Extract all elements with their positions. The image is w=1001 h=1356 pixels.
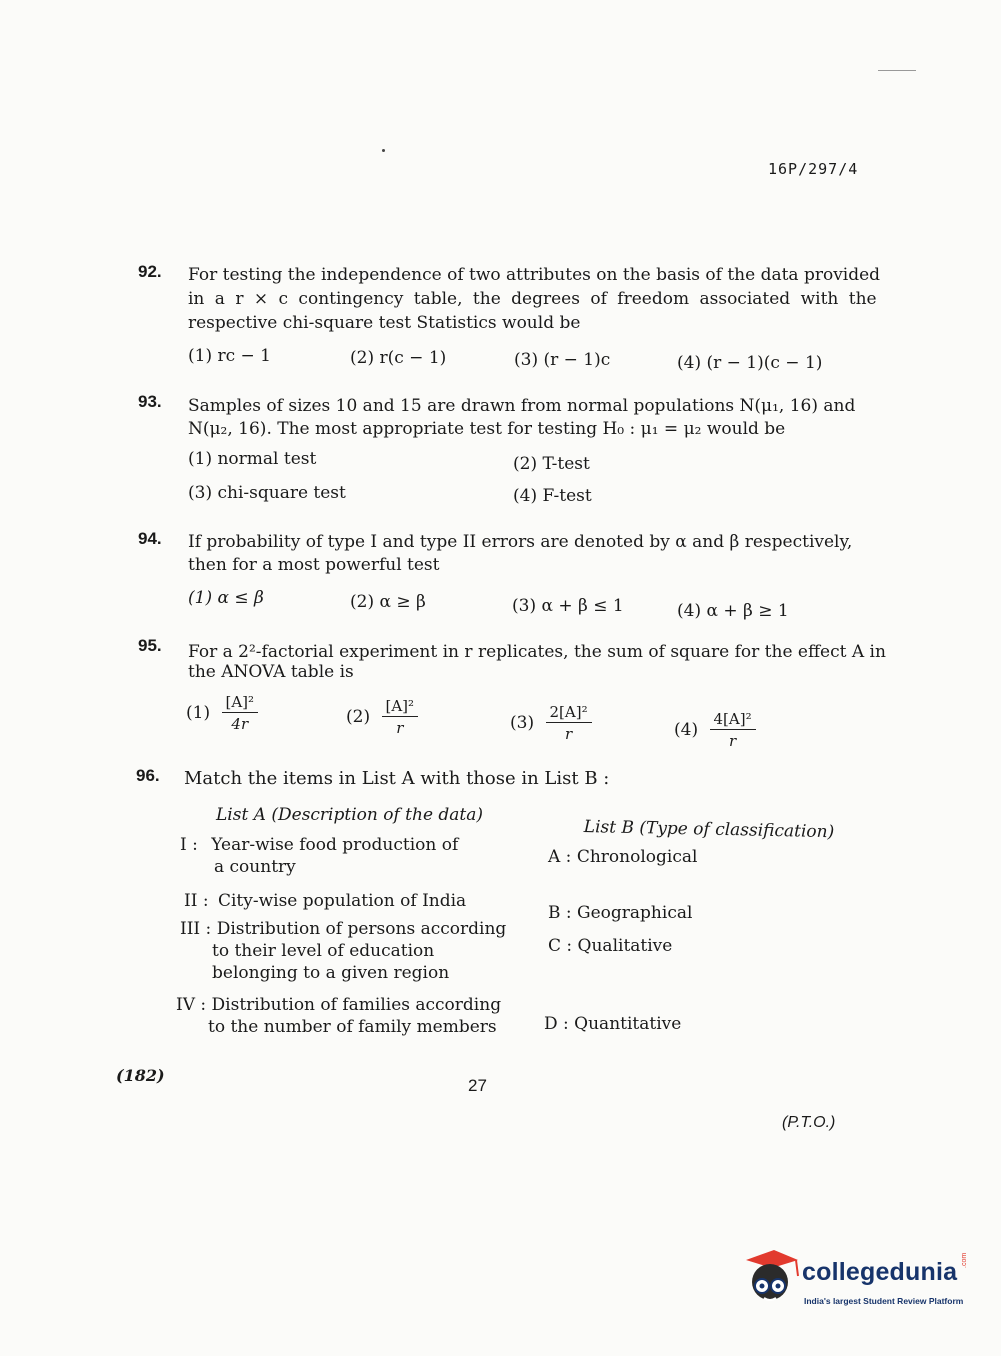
fraction-numerator: [A]² [382, 697, 419, 717]
question-text-line: For testing the independence of two attributes on the basis of the data provided [188, 265, 881, 285]
option-label: (1) [186, 703, 211, 723]
question-text-line: Samples of sizes 10 and 15 are drawn from normal populations N(μ₁, 16) and [188, 396, 856, 416]
question-text-line: For a 2²-factorial experiment in r replicates, the sum of square for the effect A in [188, 642, 886, 662]
brand-tagline: India's largest Student Review Platform [804, 1296, 964, 1306]
scan-line [878, 70, 916, 71]
fraction [382, 697, 419, 737]
question-text-line: N(μ₂, 16). The most appropriate test for testing H₀ : μ₁ = μ₂ would be [188, 419, 786, 439]
list-a-key: III : [180, 919, 212, 939]
question-text-line: If probability of type I and type II errors are denoted by α and β respectively, [188, 532, 853, 552]
pto-label: (P.T.O.) [782, 1114, 836, 1131]
brand-domain: .com [961, 1252, 968, 1268]
list-b-item [548, 846, 697, 868]
list-b-item [544, 1013, 681, 1035]
option-2: (2) r(c − 1) [350, 348, 447, 368]
fraction-denominator: 4r [231, 715, 249, 733]
list-b-item [548, 902, 692, 924]
option-4: (4) F-test [513, 486, 592, 506]
question-number: 92. [138, 262, 162, 281]
list-b-heading: List B (Type of classification) [583, 816, 835, 843]
option-label: (2) [346, 707, 371, 727]
option-4 [674, 710, 756, 750]
list-a-heading: List A (Description of the data) [216, 805, 484, 825]
option-3: (3) α + β ≤ 1 [512, 596, 624, 616]
option-1: (1) normal test [188, 449, 317, 469]
question-text-line: in a r × c contingency table, the degrees of freedom associated with the [188, 289, 877, 309]
list-b-key: A : [548, 847, 572, 867]
option-label: (4) [674, 720, 699, 740]
list-b-text: Geographical [577, 903, 693, 923]
list-a-text: Distribution of persons according [216, 919, 507, 939]
list-b-item [548, 935, 672, 957]
list-a-item [180, 834, 458, 878]
footer-code: (182) [116, 1066, 165, 1085]
fraction [222, 693, 259, 733]
fraction-denominator: r [396, 719, 404, 737]
list-a-text: City-wise population of India [217, 891, 467, 911]
scan-dot [382, 149, 385, 152]
list-b-text: Chronological [576, 847, 698, 867]
question-text-line: then for a most powerful test [188, 555, 440, 575]
list-a-item [176, 994, 501, 1038]
option-2 [346, 697, 418, 737]
option-1: (1) α ≤ β [188, 588, 264, 608]
fraction-denominator: r [728, 732, 737, 750]
fraction-numerator: 4[A]² [710, 710, 756, 730]
list-a-key: II : [184, 891, 209, 911]
list-a-text: to the number of family members [208, 1017, 497, 1037]
list-b-key: D : [544, 1014, 569, 1034]
option-3: (3) chi-square test [188, 483, 346, 503]
mascot-icon [740, 1246, 802, 1308]
question-text-line: the ANOVA table is [188, 662, 354, 682]
paper-code: 16P/297/4 [768, 160, 859, 178]
question-text-line: respective chi-square test Statistics would be [188, 313, 581, 333]
question-number: 95. [138, 636, 162, 655]
option-4: (4) α + β ≥ 1 [677, 601, 789, 621]
list-a-text: Year-wise food production of [211, 835, 459, 855]
list-b-key: C : [548, 936, 573, 956]
question-number: 96. [136, 766, 160, 785]
list-b-text: Quantitative [574, 1014, 682, 1034]
question-text-line: Match the items in List A with those in List B : [184, 768, 610, 789]
brand-name: collegedunia [802, 1258, 958, 1286]
option-2: (2) α ≥ β [350, 592, 426, 612]
option-3: (3) (r − 1)c [514, 350, 611, 370]
question-number: 93. [138, 392, 162, 411]
list-a-key: IV : [176, 995, 207, 1015]
page-number: 27 [468, 1076, 487, 1095]
option-label: (3) [510, 713, 535, 733]
fraction-numerator: 2[A]² [546, 703, 592, 723]
list-a-text: Distribution of families according [211, 995, 502, 1015]
fraction [710, 710, 756, 750]
fraction-numerator: [A]² [222, 693, 259, 713]
fraction-denominator: r [564, 725, 573, 743]
question-number: 94. [138, 529, 162, 548]
option-2: (2) T-test [513, 454, 590, 474]
collegedunia-logo [740, 1246, 980, 1316]
fraction [546, 703, 592, 743]
option-1 [186, 693, 258, 733]
option-1: (1) rc − 1 [188, 346, 271, 366]
list-b-text: Qualitative [577, 936, 673, 956]
list-a-item [184, 890, 466, 912]
list-b-key: B : [548, 903, 572, 923]
list-a-text: a country [214, 857, 296, 877]
option-3 [510, 703, 592, 743]
list-a-text: belonging to a given region [212, 963, 450, 983]
list-a-key: I : [180, 835, 198, 855]
option-4: (4) (r − 1)(c − 1) [677, 353, 823, 373]
list-a-text: to their level of education [212, 941, 435, 961]
list-a-item [180, 918, 506, 984]
